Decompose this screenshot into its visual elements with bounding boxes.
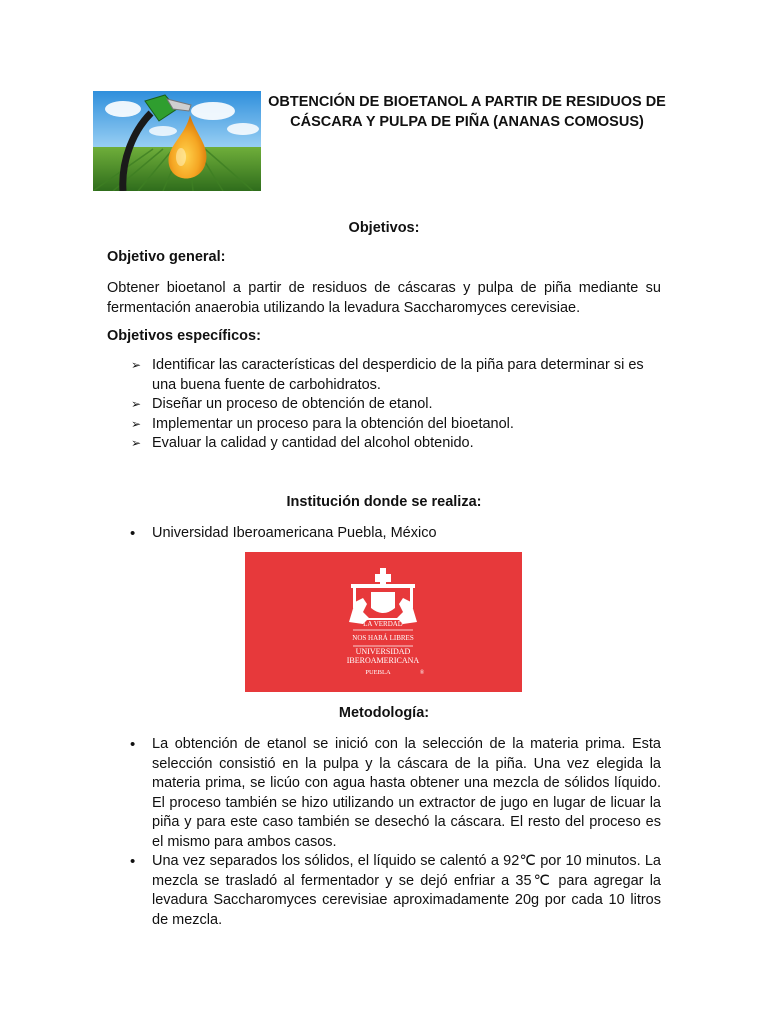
methodology-heading: Metodología:	[338, 705, 430, 721]
methodology-list	[107, 735, 661, 930]
logo-registered-mark: ®	[419, 670, 425, 676]
arrow-bullet-icon: ➢	[131, 416, 142, 431]
list-item: • La obtención de etanol se inició con la selección de la materia prima. Esta selección consistió en la pulpa y la cáscara de la piña. Una vez elegida la materia prima, se licúo con agua hasta obtener una mezcla de sólidos líquido. El proceso también se hizo utilizando un extractor de jugo en lugar de licuar la piña y para este caso también se desechó la cáscara. El resto del proceso es el mismo para ambos casos.	[130, 736, 661, 850]
specific-objectives-heading: Objetivos específicos:	[107, 328, 261, 344]
objectives-heading: Objetivos:	[348, 220, 420, 236]
document-title: OBTENCIÓN DE BIOETANOL A PARTIR DE RESIDUOS DE CÁSCARA Y PULPA DE PIÑA (ANANAS COMOSUS)	[268, 94, 666, 130]
arrow-bullet-icon: ➢	[131, 436, 142, 450]
list-item: ➢ Implementar un proceso para la obtención del bioetanol.	[107, 415, 661, 435]
bioethanol-hero-image	[93, 91, 261, 191]
general-objective-text: Obtener bioetanol a partir de residuos de cáscaras y pulpa de piña mediante su fermentación anaerobia utilizando la levadura Saccharomyces cerevisiae.	[107, 280, 661, 316]
list-item: ➢ Evaluar la calidad y cantidad del alcohol obtenido.	[107, 434, 661, 454]
list-item: ➢ Identificar las características del desperdicio de la piña para determinar si es una buena fuente de carbohidratos.	[131, 357, 644, 393]
list-item: • Universidad Iberoamericana Puebla, México	[130, 525, 437, 542]
specific-objectives-list	[107, 356, 661, 454]
bullet-icon: •	[130, 736, 136, 753]
logo-city: PUEBLA	[365, 669, 391, 676]
bullet-icon: •	[130, 853, 136, 870]
logo-name-line2: IBEROAMERICANA	[346, 656, 420, 665]
logo-name-line1: UNIVERSIDAD	[355, 647, 411, 656]
institution-heading: Institución donde se realiza:	[286, 494, 482, 510]
arrow-bullet-icon: ➢	[131, 358, 142, 372]
logo-motto-line1: LA VERDAD	[363, 620, 403, 628]
logo-motto-line2: NOS HARÁ LIBRES	[352, 634, 414, 642]
institution-list	[107, 524, 661, 544]
list-item: • Una vez separados los sólidos, el líquido se calentó a 92℃ por 10 minutos. La mezcla se trasladó al fermentador y se dejó enfriar a 35℃ para agregar la levadura Saccharomyces cerevisiae aproximadamente 20g por cada 10 litros de mezcla.	[130, 853, 661, 928]
list-item: ➢ Diseñar un proceso de obtención de etanol.	[107, 395, 661, 415]
general-objective-heading: Objetivo general:	[107, 249, 226, 265]
university-logo	[245, 552, 522, 692]
arrow-bullet-icon: ➢	[131, 397, 142, 411]
bullet-icon: •	[130, 525, 136, 542]
